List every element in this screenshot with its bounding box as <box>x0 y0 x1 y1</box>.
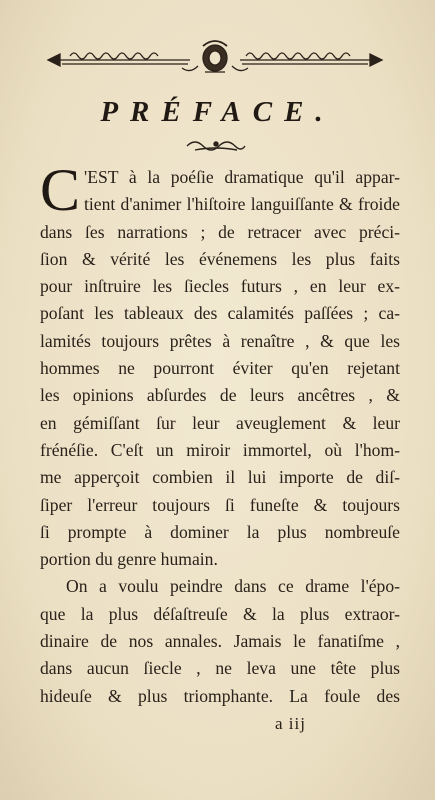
text-line: ſiper l'erreur toujours ſi funeſte & toujours <box>40 494 400 515</box>
text-line: hideuſe & plus triomphante. La foule des <box>40 685 400 706</box>
preface-body <box>40 157 400 710</box>
page-title: PRÉFACE. <box>100 96 335 128</box>
text-line: hommes ne pourront éviter qu'en rejetant <box>40 358 400 379</box>
text-line: On a voulu peindre dans ce drame l'épo- <box>66 576 400 597</box>
text-line: dans ſes narrations ; de retracer avec préci- <box>40 221 400 242</box>
text-line: en gémiſſant ſur leur aveuglement & leur <box>40 412 400 433</box>
text-line: dinaire de nos annales. Jamais le fanatiſme , <box>40 631 400 652</box>
text-line: ſion & vérité les événemens les plus faits <box>40 248 400 269</box>
text-line: tient d'animer l'hiſtoire languiſſante & froide <box>84 194 400 215</box>
text-line: frénéſie. C'eſt un miroir immortel, où l'hom- <box>40 439 400 460</box>
text-line: dans aucun ſiecle , ne leva une tête plus <box>40 658 400 679</box>
signature-mark: a iij <box>275 714 306 733</box>
text-line: les opinions abſurdes de leurs ancêtres , & <box>40 385 400 406</box>
text-line: 'EST à la poéſie dramatique qu'il appar- <box>84 167 400 187</box>
text-line: que la plus déſaſtreuſe & la plus extraor- <box>40 603 400 624</box>
text-line: pour inſtruire les ſiecles futurs , en leur ex- <box>40 276 400 297</box>
text-line: me apperçoit combien il lui importe de diſ- <box>40 467 400 488</box>
text-line: portion du genre humain. <box>40 549 218 570</box>
text-line: ſi prompte à dominer la plus nombreuſe <box>40 521 400 542</box>
drop-cap: C <box>40 157 81 223</box>
flourish-icon <box>185 136 247 156</box>
text-line: poſant les tableaux des calamités paſſées ; ca- <box>40 303 400 324</box>
head-ornament-icon <box>40 36 390 78</box>
text-line: lamités toujours prêtes à renaître , & que les <box>40 330 400 351</box>
